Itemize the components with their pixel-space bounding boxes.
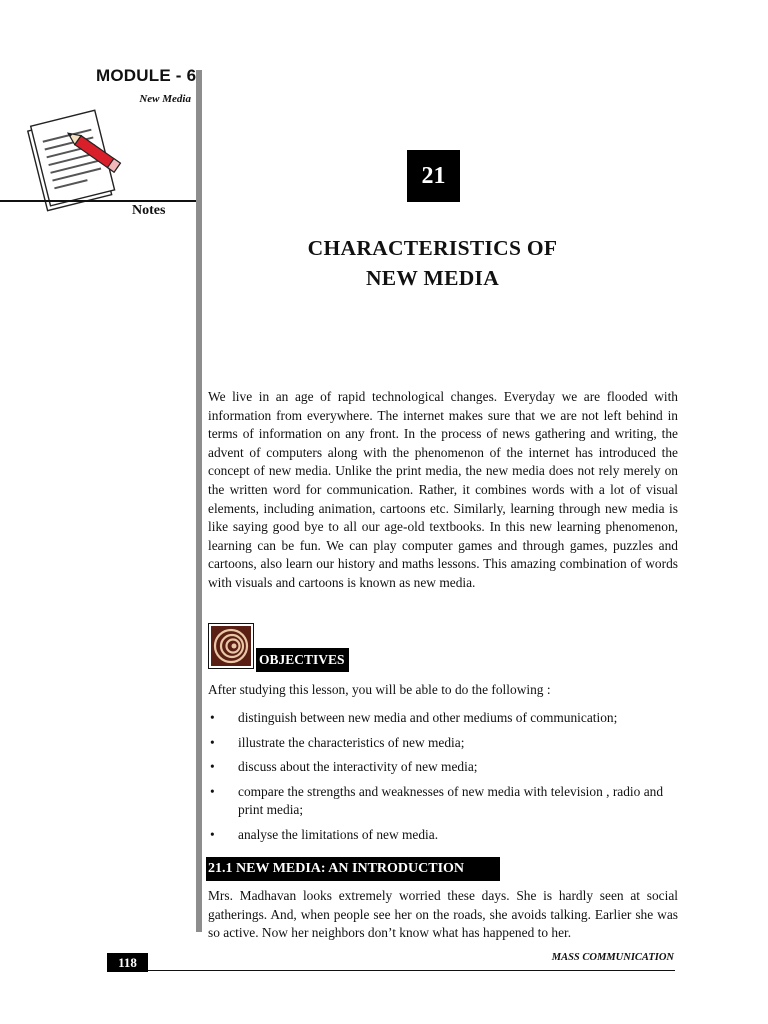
target-spiral-icon — [208, 623, 254, 669]
objective-text: discuss about the interactivity of new media; — [238, 759, 478, 775]
page-number: 118 — [107, 953, 148, 972]
objective-item — [208, 709, 678, 728]
bullet-icon: • — [210, 734, 215, 750]
objectives-list — [208, 709, 678, 851]
chapter-title-line2: NEW MEDIA — [365, 266, 500, 290]
objective-text: compare the strengths and weaknesses of new media with television , radio and print media; — [238, 783, 664, 818]
chapter-number: 21 — [407, 150, 460, 202]
objective-text: analyse the limitations of new media. — [238, 826, 439, 842]
notes-label: Notes — [132, 203, 166, 218]
objectives-intro: After studying this lesson, you will be able to do the following : — [208, 682, 551, 697]
objectives-label: OBJECTIVES — [256, 648, 349, 672]
bullet-icon: • — [210, 826, 215, 842]
objective-item — [208, 826, 678, 845]
section-paragraph: Mrs. Madhavan looks extremely worried these days. She is hardly seen at social gatherings. And, when people see her on the roads, she avoids talking. Earlier she was so active. Now her neighbors don’t know what has happened to her. — [208, 888, 678, 941]
objective-item — [208, 758, 678, 777]
publication-name: MASS COMMUNICATION — [551, 952, 674, 963]
margin-rule — [0, 200, 196, 202]
objective-item — [208, 734, 678, 753]
margin-bar — [196, 70, 202, 932]
bullet-icon: • — [210, 783, 215, 799]
bullet-icon: • — [210, 759, 215, 775]
footer-rule — [107, 970, 675, 971]
module-subtitle: New Media — [139, 93, 191, 105]
module-title: MODULE - 6 — [96, 66, 197, 85]
notepad-pencil-icon — [22, 104, 132, 214]
objective-text: distinguish between new media and other mediums of communication; — [238, 710, 618, 725]
chapter-title — [240, 233, 625, 293]
bullet-icon: • — [210, 710, 215, 725]
objective-text: illustrate the characteristics of new media; — [238, 734, 465, 750]
section-heading: 21.1 NEW MEDIA: AN INTRODUCTION — [206, 857, 500, 881]
objective-item — [208, 783, 678, 820]
chapter-title-line1: CHARACTERISTICS OF — [307, 236, 558, 260]
intro-paragraph: We live in an age of rapid technological changes. Everyday we are flooded with information from everywhere. The internet makes sure that we are not left behind in terms of information on any front. In the process of news gathering and writing, the advent of computers along with the phenomenon of the internet has introduced the concept of new media. Unlike the print media, the new media does not rely merely on the written word for communication. Rather, it combines words with a lot of visual elements, including animation, cartoons etc. Similarly, learning through new media is like saying good bye to all our age-old textbooks. In this new learning phenomenon, learning can be fun. We can play computer games and through games, puzzles and cartoons, also learn our history and maths lessons. This amazing combination of words with visuals and cartoons is known as new media. — [208, 389, 678, 590]
